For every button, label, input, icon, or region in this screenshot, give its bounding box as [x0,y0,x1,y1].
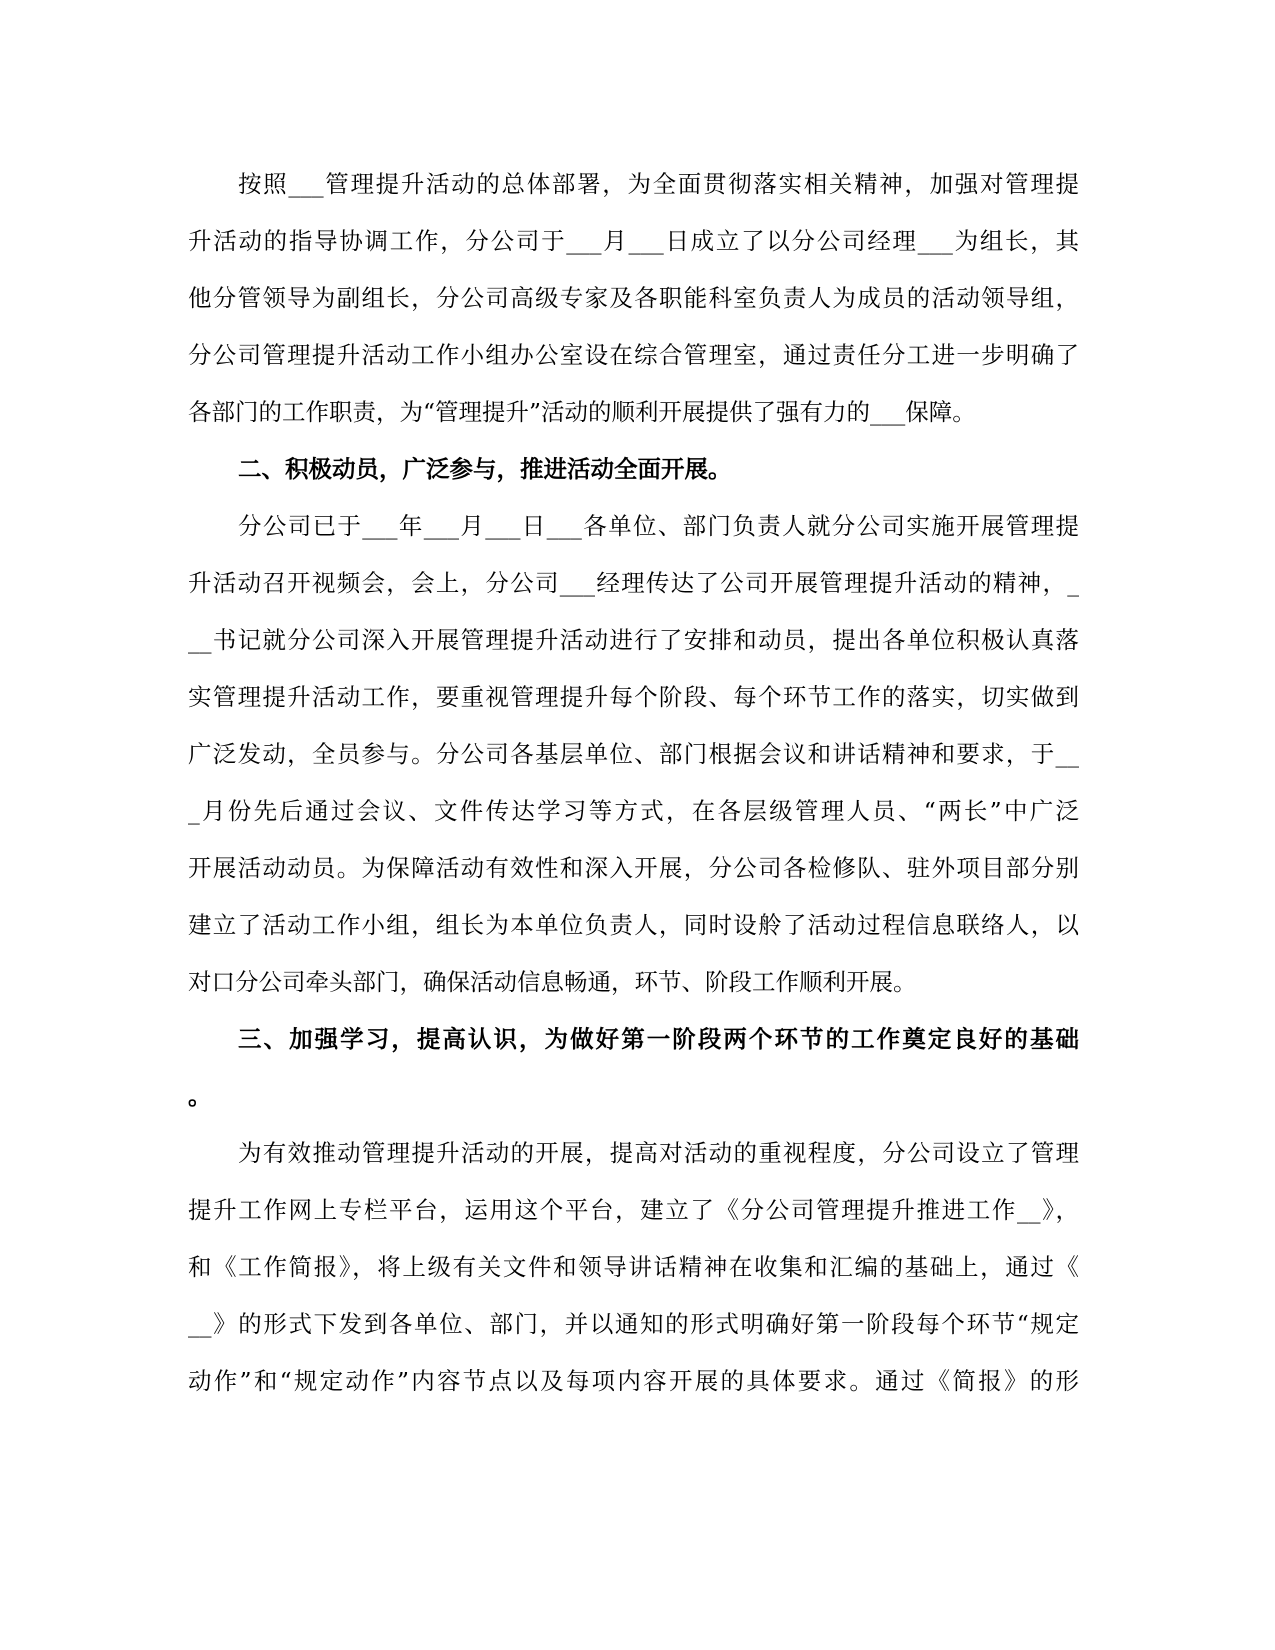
paragraph-2-line-8: 建立了活动工作小组，组长为本单位负责人，同时设舲了活动过程信息联络人，以 [188,911,1079,939]
paragraph-3-line-2: 提升工作网上专栏平台，运用这个平台，建立了《分公司管理提升推进工作__》， [188,1196,1079,1224]
paragraph-2-line-1: 分公司已于___年___月___日___各单位、部门负责人就分公司实施开展管理提 [238,512,1079,540]
paragraph-1-line-4: 分公司管理提升活动工作小组办公室设在综合管理室，通过责任分工进一步明确了 [188,341,1079,369]
paragraph-3-line-3: 和《工作简报》，将上级有关文件和领导讲话精神在收集和汇编的基础上，通过《 [188,1253,1079,1281]
paragraph-1-line-2: 升活动的指导协调工作，分公司于___月___日成立了以分公司经理___为组长，其 [188,227,1079,255]
section-heading-2: 二、积极动员，广泛参与，推进活动全面开展。 [238,455,732,483]
paragraph-1-line-5: 各部门的工作职责，为“管理提升”活动的顺利开展提供了强有力的___保障。 [188,398,976,426]
paragraph-2-line-6: _月份先后通过会议、文件传达学习等方式，在各层级管理人员、“两长”中广泛 [188,797,1079,825]
paragraph-2-line-5: 广泛发动，全员参与。分公司各基层单位、部门根据会议和讲话精神和要求，于__ [188,740,1079,768]
paragraph-3-line-1: 为有效推动管理提升活动的开展，提高对活动的重视程度，分公司设立了管理 [238,1139,1079,1167]
paragraph-2-line-4: 实管理提升活动工作，要重视管理提升每个阶段、每个环节工作的落实，切实做到 [188,683,1079,711]
section-heading-3-line-2: 。 [188,1082,212,1110]
paragraph-2-line-3: __书记就分公司深入开展管理提升活动进行了安排和动员，提出各单位积极认真落 [188,626,1079,654]
section-heading-3-line-1: 三、加强学习，提高认识，为做好第一阶段两个环节的工作奠定良好的基础 [238,1025,1079,1053]
paragraph-1-line-3: 他分管领导为副组长，分公司高级专家及各职能科室负责人为成员的活动领导组， [188,284,1079,312]
paragraph-3-line-4: __》的形式下发到各单位、部门，并以通知的形式明确好第一阶段每个环节“规定 [188,1310,1079,1338]
paragraph-1-line-1: 按照___管理提升活动的总体部署，为全面贯彻落实相关精神，加强对管理提 [238,170,1079,198]
paragraph-3-line-5: 动作”和“规定动作”内容节点以及每项内容开展的具体要求。通过《简报》的形 [188,1367,1079,1395]
paragraph-2-line-9: 对口分公司牵头部门，确保活动信息畅通，环节、阶段工作顺利开展。 [188,968,917,996]
paragraph-2-line-7: 开展活动动员。为保障活动有效性和深入开展，分公司各检修队、驻外项目部分别 [188,854,1079,882]
paragraph-2-line-2: 升活动召开视频会，会上，分公司___经理传达了公司开展管理提升活动的精神，_ [188,569,1079,597]
